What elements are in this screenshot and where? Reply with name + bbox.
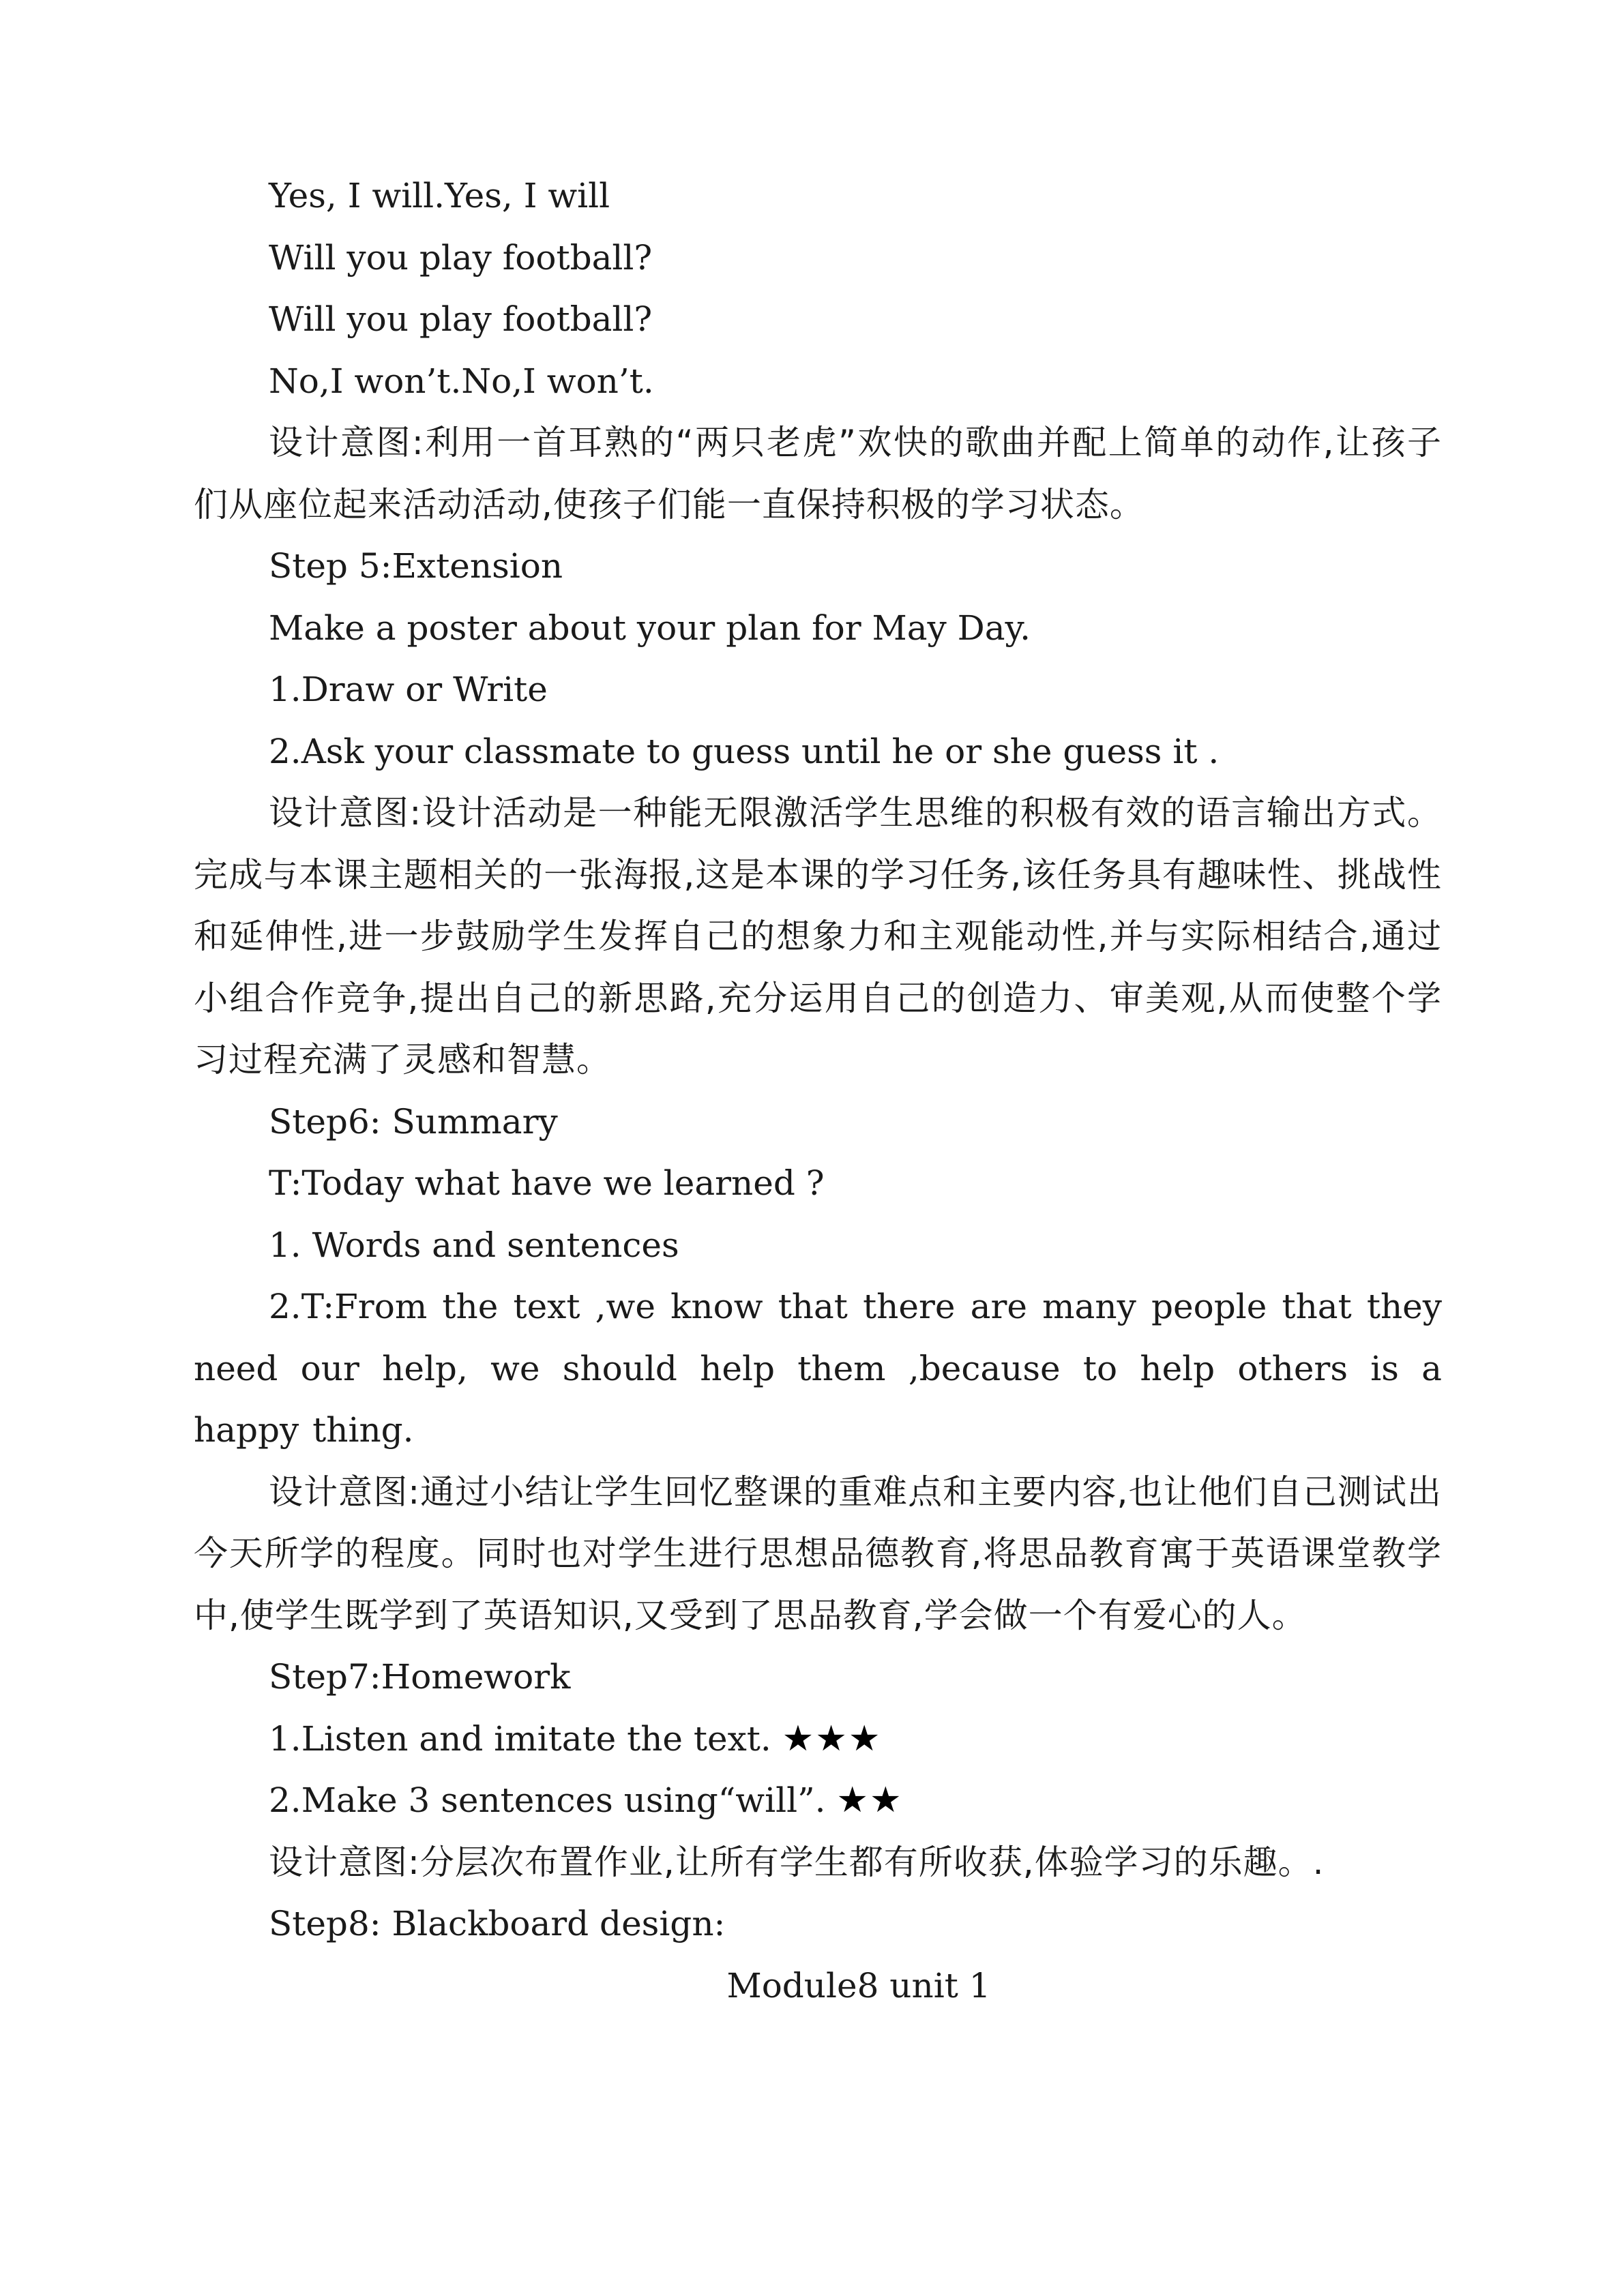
homework-item-2-text: 2.Make 3 sentences using“will”. — [269, 1780, 837, 1820]
step5-heading: Step 5:Extension — [269, 546, 563, 586]
blackboard-title: Module8 unit 1 — [726, 1965, 991, 2006]
step6-item-1: 1. Words and sentences — [269, 1225, 679, 1265]
step5-item-1: 1.Draw or Write — [269, 670, 548, 709]
song-line-1: Yes, I will.Yes, I will — [269, 176, 610, 215]
song-line-3: Will you play football? — [269, 299, 653, 339]
step7-heading: Step7:Homework — [269, 1657, 571, 1697]
song-line-4: No,I won’t.No,I won’t. — [269, 361, 654, 401]
homework-item-2 — [194, 1770, 1442, 1832]
step5-item-2: 2.Ask your classmate to guess until he or she guess it . — [269, 731, 1220, 771]
design-intent-paragraph-2: 设计意图:设计活动是一种能无限激活学生思维的积极有效的语言输出方式。完成与本课主题相关的一张海报,这是本课的学习任务,该任务具有趣味性、挑战性和延伸性,进一步鼓励学生发挥自己的想象力和主观能动性,并与实际相结合,通过小组合作竞争,提出自己的新思路,充分运用自己的创造力、审美观,从而使整个学习过程充满了灵感和智慧。 — [194, 793, 1442, 1079]
design-intent-paragraph-1: 设计意图:利用一首耳熟的“两只老虎”欢快的歌曲并配上简单的动作,让孩子们从座位起来活动活动,使孩子们能一直保持积极的学习状态。 — [194, 423, 1442, 524]
homework-item-1 — [194, 1708, 1442, 1770]
song-line-2: Will you play football? — [269, 237, 653, 278]
design-intent-line-4: 设计意图:分层次布置作业,让所有学生都有所收获,体验学习的乐趣。. — [269, 1842, 1325, 1882]
step6-item-2: 2.T:From the text ,we know that there are many people that they need our help, we should help them ,because to help others is a happy thing. — [194, 1287, 1442, 1450]
design-intent-paragraph-3: 设计意图:通过小结让学生回忆整课的重难点和主要内容,也让他们自己测试出今天所学的程度。同时也对学生进行思想品德教育,将思品教育寓于英语课堂教学中,使学生既学到了英语知识,又受到了思品教育,学会做一个有爱心的人。 — [194, 1472, 1442, 1635]
step6-heading: Step6: Summary — [269, 1101, 558, 1142]
star-rating-3: ★★★ — [782, 1718, 882, 1759]
star-rating-2: ★★ — [836, 1780, 903, 1821]
homework-item-1-text: 1.Listen and imitate the text. — [269, 1718, 782, 1759]
step6-question: T:Today what have we learned ? — [269, 1163, 825, 1203]
document-body — [194, 165, 1442, 2016]
step8-heading: Step8: Blackboard design: — [269, 1904, 726, 1943]
step5-task: Make a poster about your plan for May Day. — [269, 608, 1031, 648]
